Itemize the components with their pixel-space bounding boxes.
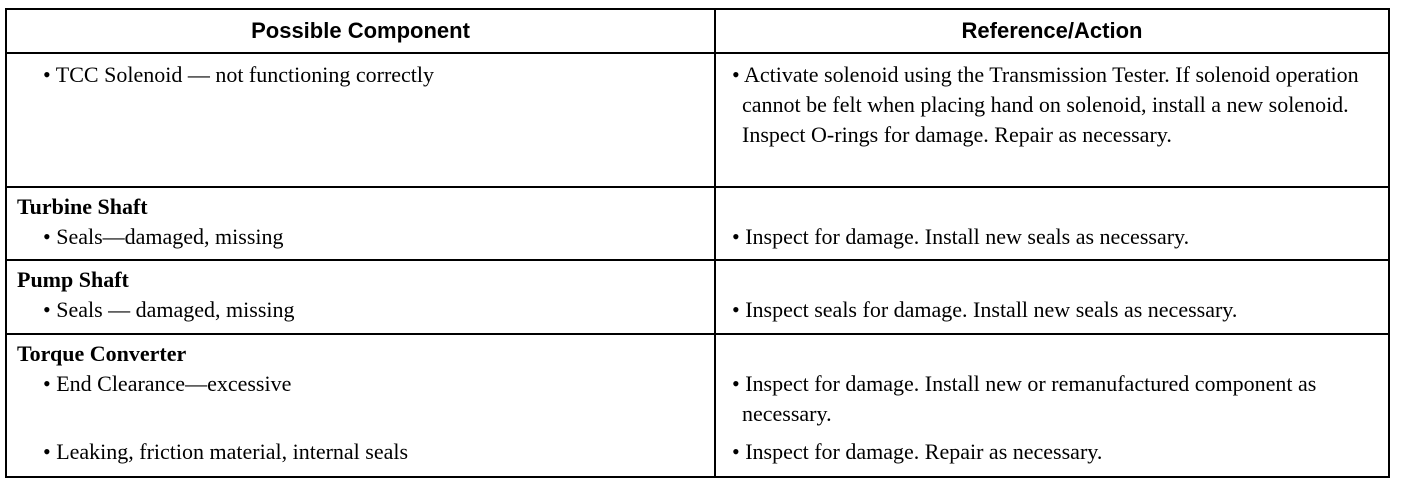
diagnosis-table <box>5 8 1390 478</box>
component-item-leaking: • Leaking, friction material, internal seals <box>43 439 409 464</box>
header-row <box>6 9 1389 53</box>
component-cell <box>6 53 715 187</box>
action-item-end-clearance: • Inspect for damage. Install new or remanufactured component as necessary. <box>732 371 1317 426</box>
header-reference-action: Reference/Action <box>715 9 1389 53</box>
table-row <box>6 260 1389 334</box>
action-item-pump-seals: • Inspect seals for damage. Install new seals as necessary. <box>732 297 1238 322</box>
component-cell <box>6 187 715 260</box>
header-possible-component: Possible Component <box>6 9 715 53</box>
component-item-turbine-seals: • Seals—damaged, missing <box>43 224 284 249</box>
component-item-tcc-solenoid: • TCC Solenoid — not functioning correctly <box>43 62 435 87</box>
action-item-turbine-seals: • Inspect for damage. Install new seals as necessary. <box>732 224 1190 249</box>
action-item-leaking: • Inspect for damage. Repair as necessary. <box>732 439 1103 464</box>
action-cell <box>715 53 1389 187</box>
table-row <box>6 334 1389 477</box>
action-cell <box>715 334 1389 477</box>
group-title-turbine-shaft: Turbine Shaft <box>17 194 148 219</box>
action-cell <box>715 187 1389 260</box>
action-item-tcc-solenoid: • Activate solenoid using the Transmission Tester. If solenoid operation cannot be felt when placing hand on solenoid, install a new solenoid. Inspect O-rings for damage. Repair as necessary. <box>732 62 1359 147</box>
component-item-pump-seals: • Seals — damaged, missing <box>43 297 295 322</box>
group-title-torque-converter: Torque Converter <box>17 341 187 366</box>
table-row <box>6 187 1389 260</box>
table-row <box>6 53 1389 187</box>
action-cell <box>715 260 1389 334</box>
component-cell <box>6 260 715 334</box>
group-title-pump-shaft: Pump Shaft <box>17 267 129 292</box>
component-cell <box>6 334 715 477</box>
component-item-end-clearance: • End Clearance—excessive <box>43 371 292 396</box>
